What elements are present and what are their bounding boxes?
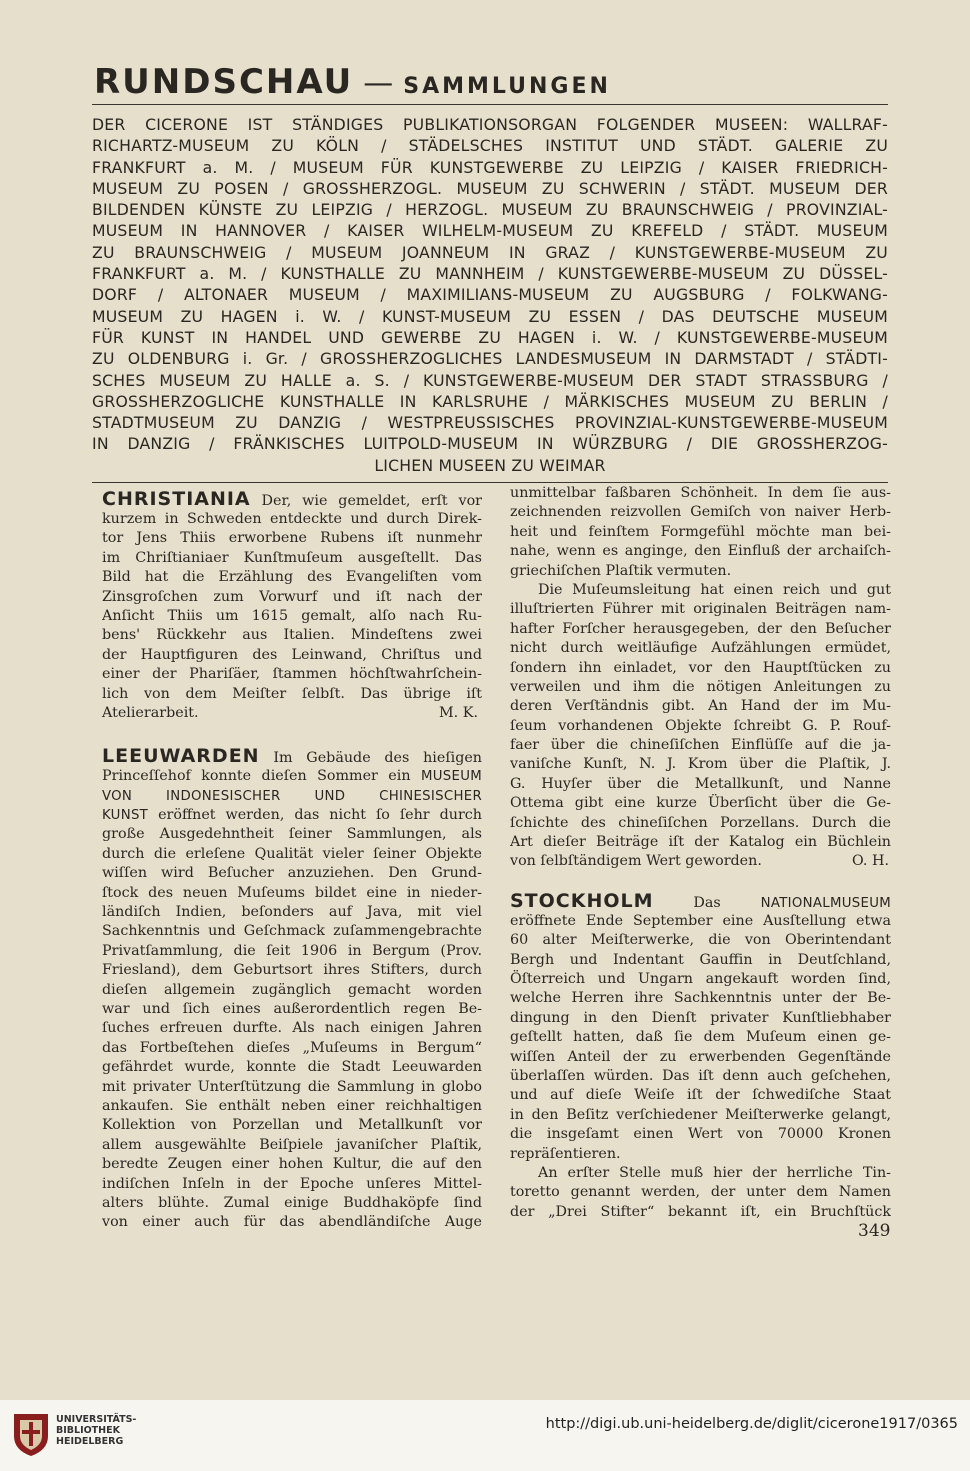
- text-line: Kollektion von Porzellan und Metallkunſt vor: [102, 1117, 482, 1134]
- author-signature: O. H.: [852, 853, 889, 870]
- text-line: wiſſen Anteil der zu erwerbenden Gegenſtände: [510, 1048, 891, 1065]
- text-line: in den Beſitz verſchiedener Meiſterwerke gelangt,: [510, 1106, 891, 1123]
- text-line: geſtellt hatten, daß ſie dem Muſeum einen ge-: [510, 1029, 891, 1046]
- masthead-line: MUSEUM IN HANNOVER / KAISER WILHELM-MUSEUM ZU KREFELD / STÄDT. MUSEUM: [92, 221, 888, 241]
- text-line: illuſtrierten Führer mit originalen Beiträgen nam-: [510, 601, 891, 618]
- title-sub: SAMMLUNGEN: [403, 74, 611, 99]
- masthead-line: GROSSHERZOGLICHE KUNSTHALLE IN KARLSRUHE / MÄRKISCHES MUSEUM ZU BERLIN /: [92, 391, 888, 411]
- text-line: große Ausgedehntheit ſeiner Sammlungen, als: [102, 826, 482, 843]
- library-name: UNIVERSITÄTS- BIBLIOTHEK HEIDELBERG: [56, 1414, 137, 1447]
- masthead-line: FÜR KUNST IN HANDEL UND GEWERBE ZU HAGEN i. W. / KUNSTGEWERBE-MUSEUM: [92, 327, 888, 347]
- text-line: ankaufen. Sie enthält neben einer reichhaltigen: [102, 1097, 482, 1114]
- text-line: alters blühte. Zumal einige Buddhaköpfe ſind: [102, 1194, 482, 1211]
- leeuwarden-heading: LEEUWARDEN: [102, 745, 260, 768]
- text-line: ſtock des neuen Muſeums bildet eine in nieder-: [102, 884, 482, 901]
- masthead-line: FRANKFURT a. M. / KUNSTHALLE ZU MANNHEIM / KUNSTGEWERBE-MUSEUM ZU DÜSSEL-: [92, 264, 888, 284]
- masthead-line: LICHEN MUSEEN ZU WEIMAR: [374, 455, 606, 475]
- text-line: überlaſſen würden. Das iſt denn auch geſchehen,: [510, 1067, 891, 1084]
- text-line: An erſter Stelle muß hier der herrliche Tin-: [538, 1164, 891, 1181]
- masthead-line: RICHARTZ-MUSEUM ZU KÖLN / STÄDELSCHES INSTITUT UND STÄDT. GALERIE ZU: [92, 136, 888, 156]
- text-line: einer der Phariſäer, ſtammen höchſtwahrſchein-: [102, 666, 482, 683]
- text-line: gefährdet wurde, konnte die Stadt Leeuwarden: [102, 1059, 482, 1076]
- text-line: indiſchen Inſeln in der Epoche unſeres Mittel-: [102, 1175, 482, 1192]
- text-line: Bild hat die Erzählung des Evangeliſten vom: [102, 569, 482, 586]
- masthead-line: MUSEUM ZU HAGEN i. W. / KUNST-MUSEUM ZU ESSEN / DAS DEUTSCHE MUSEUM: [92, 306, 888, 326]
- text-line: von einer auch für das abendländiſche Auge: [102, 1214, 482, 1231]
- masthead-line: SCHES MUSEUM ZU HALLE a. S. / KUNSTGEWERBE-MUSEUM DER STADT STRASSBURG /: [92, 370, 888, 390]
- text-line: 60 alter Meiſterwerke, die von Oberintendant: [510, 932, 891, 949]
- text-line: dieſen allgemein zugänglich gemacht worden: [102, 981, 482, 998]
- stockholm-first-line: STOCKHOLM Das NATIONALMUSEUM: [510, 889, 891, 912]
- text-line: Privatſammlung, die ſeit 1906 in Bergum (Prov.: [102, 942, 482, 959]
- text-line: der Hauptfiguren des Leinwand, Chriſtus und: [102, 646, 482, 663]
- text-line: eröffnete Ende September eine Ausſtellung etwa: [510, 912, 891, 929]
- leeuwarden-first-line: LEEUWARDEN Im Gebäude des hieſigen: [102, 745, 482, 768]
- source-url-link[interactable]: http://digi.ub.uni-heidelberg.de/diglit/cicerone1917/0365: [545, 1416, 958, 1432]
- digitization-footer: [0, 1400, 970, 1471]
- masthead-line: BILDENDEN KÜNSTE ZU LEIPZIG / HERZOGL. MUSEUM ZU BRAUNSCHWEIG / PROVINZIAL-: [92, 200, 888, 220]
- text-line: und auf dieſe Weiſe iſt der ſchwediſche Staat: [510, 1087, 891, 1104]
- text-line: Zinsgroſchen zum Vorwurf und iſt nach der: [102, 588, 482, 605]
- text-line: bens' Rückkehr aus Italien. Mindeſtens zwei: [102, 627, 482, 644]
- university-seal-icon: [10, 1410, 52, 1458]
- text-line: Friesland), dem Geburtsort ihres Stifters, durch: [102, 962, 482, 979]
- text-line: Sachkenntnis und Geſchmack zuſammengebrachte: [102, 923, 482, 940]
- text-line: hafter Forſcher herausgegeben, der den Beſucher: [510, 620, 891, 637]
- right-closing: von ſelbſtändigem Wert geworden. O. H.: [510, 852, 891, 871]
- text-line: ſchichte des chineſiſchen Porzellans. Durch die: [510, 814, 891, 831]
- left-column: [102, 488, 482, 1233]
- text-line: heit und feinſtem Formgefühl möchte man bei-: [510, 523, 891, 540]
- text-line: unmittelbar faßbaren Schönheit. In dem ſie aus-: [510, 485, 891, 501]
- masthead-rule: [92, 482, 888, 483]
- text-line: ländiſch Indien, beſonders auf Java, mit viel: [102, 904, 482, 921]
- text-line: die insgeſamt einen Wert von 70000 Kronen: [510, 1126, 891, 1143]
- text-line: nahe, wenn es anginge, den Einfluß der archaiſch-: [510, 543, 891, 560]
- text-line: im Chriſtianiaer Kunſtmuſeum ausgeſtellt. Das: [102, 549, 482, 566]
- text-line: dingung in den Dienſt privater Kunſtliebhaber: [510, 1009, 891, 1026]
- text-line: Die Muſeumsleitung hat einen reich und gut: [538, 581, 891, 598]
- masthead-line: DER CICERONE IST STÄNDIGES PUBLIKATIONSORGAN FOLGENDER MUSEEN: WALLRAF-: [92, 115, 888, 134]
- text-line: welche Herren ihre Sachkenntnis unter der Be-: [510, 990, 891, 1007]
- masthead-line: FRANKFURT a. M. / MUSEUM FÜR KUNSTGEWERBE ZU LEIPZIG / KAISER FRIEDRICH-: [92, 157, 888, 177]
- text-line: zeichnenden reizvollen Gemiſch von naiver Herb-: [510, 504, 891, 521]
- text-line: tor Jens Thiis erworbene Rubens iſt nunmehr: [102, 530, 482, 547]
- masthead-line: ZU OLDENBURG i. Gr. / GROSSHERZOGLICHES LANDESMUSEUM IN DARMSTADT / STÄDTI-: [92, 349, 888, 369]
- text-line: Art dieſer Beiträge iſt der Katalog ein Büchlein: [510, 834, 891, 851]
- author-signature: M. K.: [439, 704, 478, 721]
- text-line: wiſſen wird Beſucher anzuziehen. Den Grund-: [102, 865, 482, 882]
- text-line: beredte Zeugen einer hohen Kultur, die auf den: [102, 1156, 482, 1173]
- masthead-line: STADTMUSEUM ZU DANZIG / WESTPREUSSISCHES PROVINZIAL-KUNSTGEWERBE-MUSEUM: [92, 413, 888, 433]
- text-line: G. Huyſer über die Metallkunſt, und Nanne: [510, 775, 891, 792]
- text-line: war und ſich eines außerordentlich regen Be-: [102, 1000, 482, 1017]
- page-number: 349: [858, 1221, 891, 1241]
- text-line: das Fortbeſtehen dieſes „Muſeums in Bergum“: [102, 1039, 482, 1056]
- text-line: ſondern ihn einladet, vor den Hauptſtücken zu: [510, 659, 891, 676]
- text-line: ſuches erfreuen durfte. Als nach einigen Jahren: [102, 1020, 482, 1037]
- text-line: toretto genannt werden, der unter dem Namen: [510, 1184, 891, 1201]
- text-line: nicht durch weitläufige Aufzählungen ermüdet,: [510, 640, 891, 657]
- text-line: KUNST eröffnet werden, das nicht ſo ſehr durch: [102, 807, 482, 824]
- right-column: [510, 484, 891, 1222]
- masthead-line: ZU BRAUNSCHWEIG / MUSEUM JOANNEUM IN GRAZ / KUNSTGEWERBE-MUSEUM ZU: [92, 242, 888, 262]
- text-line: griechiſchen Plaſtik vermuten.: [510, 562, 732, 579]
- stockholm-heading: STOCKHOLM: [510, 889, 654, 912]
- text-line: verweilen und ihm die nötigen Anleitungen zu: [510, 678, 891, 695]
- text-line: der „Drei Stifter“ bekannt iſt, ein Bruchſtück: [510, 1203, 891, 1220]
- text-line: kurzem in Schweden entdeckte und durch Direk-: [102, 511, 482, 527]
- christiania-first-line: CHRISTIANIA Der, wie gemeldet, erſt vor: [102, 488, 482, 510]
- christiania-heading: CHRISTIANIA: [102, 488, 251, 510]
- text-line: mit privater Unterſtützung die Sammlung in globo: [102, 1078, 482, 1095]
- text-line: Anſicht Thiis um 1615 gemalt, alſo nach Ru-: [102, 607, 482, 624]
- text-line: Princeſſehof konnte dieſen Sommer ein MUSEUM: [102, 768, 482, 785]
- text-line: allem ausgewählte Beiſpiele javaniſcher Plaſtik,: [102, 1136, 482, 1153]
- text-line: vaniſche Kunſt, N. J. Krom über die Plaſtik, J.: [510, 756, 891, 773]
- text-line: ſeum vorhandenen Objekte ſchreibt G. P. Rouf-: [510, 717, 891, 734]
- text-line: Ottema gibt eine kurze Überſicht über die Ge-: [510, 795, 891, 812]
- title-main: RUNDSCHAU: [94, 62, 354, 102]
- text-line: deren Verſtändnis gibt. An Hand der im Mu-: [510, 698, 891, 715]
- christiania-closing: Atelierarbeit. M. K.: [102, 704, 482, 723]
- text-line: durch die erleſene Qualität vieler ſeiner Objekte: [102, 845, 482, 862]
- text-line: VON INDONESISCHER UND CHINESISCHER: [102, 788, 482, 804]
- title-dash: —: [363, 66, 394, 101]
- text-line: repräſentieren.: [510, 1145, 621, 1162]
- masthead-line: MUSEUM ZU POSEN / GROSSHERZOGL. MUSEUM ZU SCHWERIN / STÄDT. MUSEUM DER: [92, 178, 888, 198]
- text-line: Bergh und Indentant Gauffin in Deutſchland,: [510, 951, 891, 968]
- masthead-line: DORF / ALTONAER MUSEUM / MAXIMILIANS-MUSEUM ZU AUGSBURG / FOLKWANG-: [92, 285, 888, 305]
- masthead-museum-list: [92, 114, 888, 478]
- text-line: lich von dem Meiſter ſelbſt. Das übrige iſt: [102, 685, 482, 702]
- title-rule: [92, 104, 888, 105]
- text-line: Öſterreich und Ungarn angekauft worden ſind,: [510, 970, 891, 987]
- page-title: [94, 62, 894, 106]
- masthead-line: IN DANZIG / FRÄNKISCHES LUITPOLD-MUSEUM IN WÜRZBURG / DIE GROSSHERZOG-: [92, 434, 888, 454]
- text-line: faer über die chineſiſchen Einflüſſe auf die ja-: [510, 737, 891, 754]
